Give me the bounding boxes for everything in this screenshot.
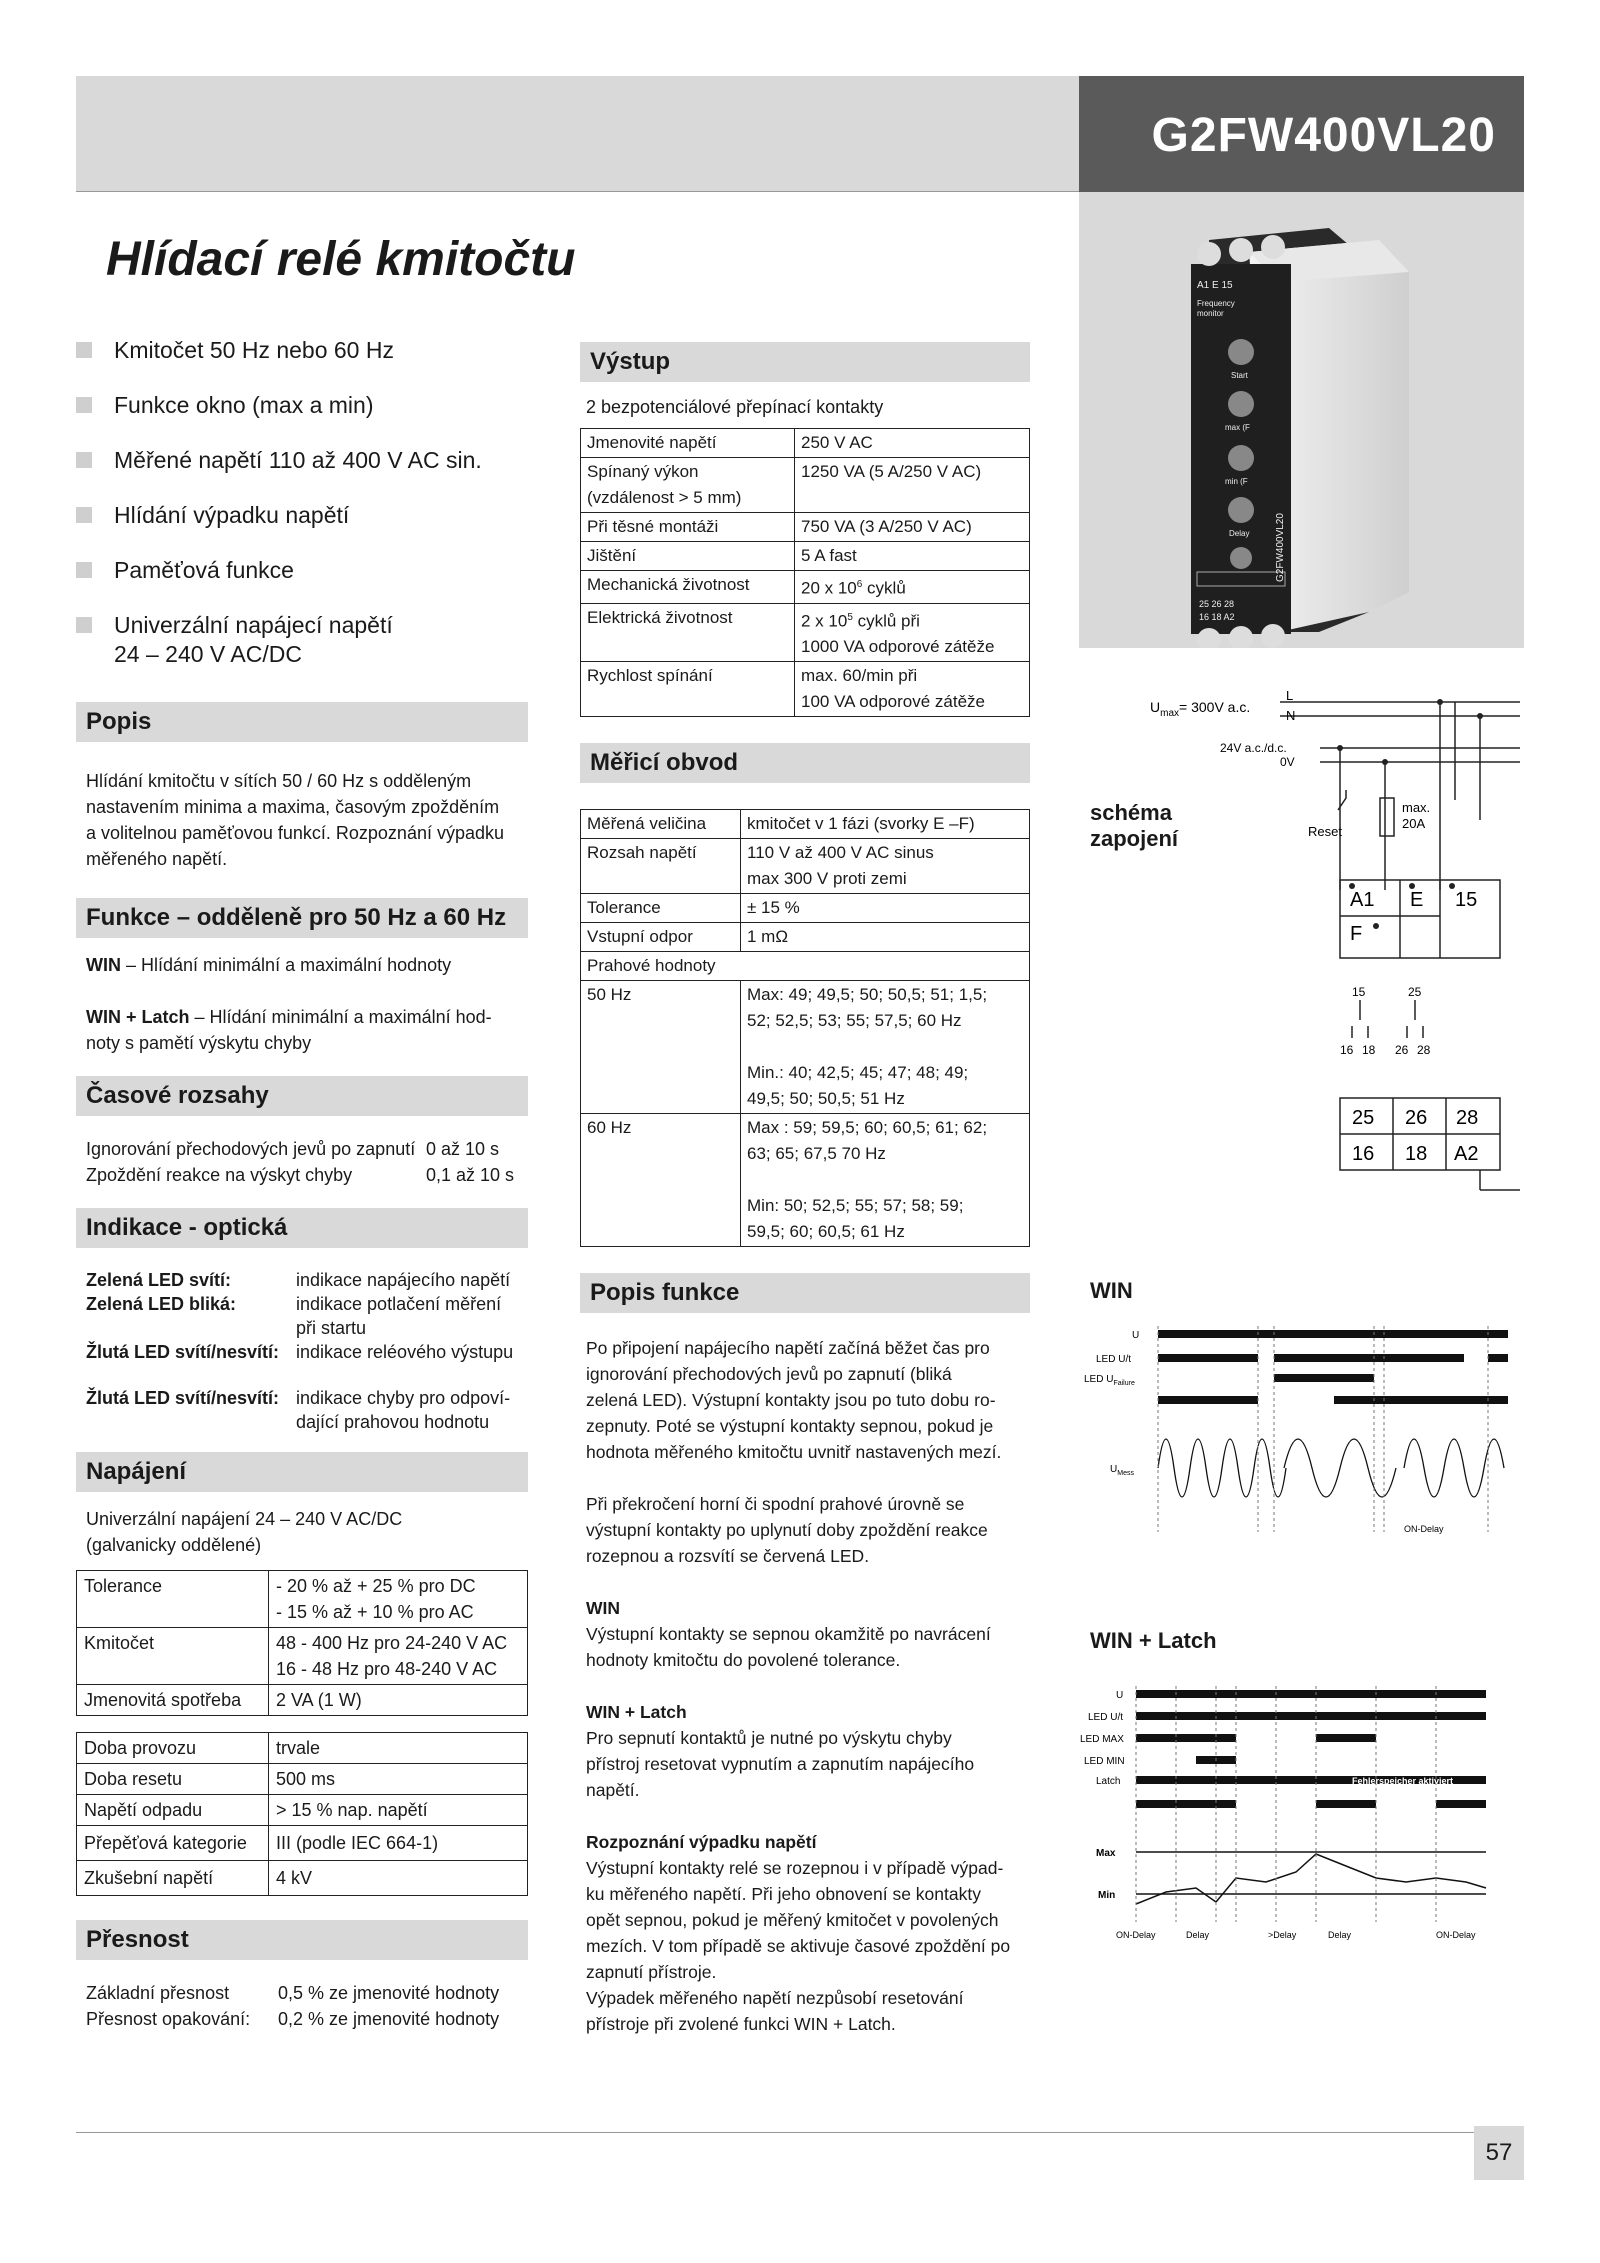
wl-x-label: Delay [1328, 1930, 1352, 1940]
wl-led-ut-label: LED U/t [1088, 1712, 1124, 1723]
section-popis-heading: Popis [76, 702, 528, 742]
wl-fehler-label: Fehlerspeicher aktiviert [1352, 1776, 1454, 1786]
feature-item: Funkce okno (max a min) [76, 391, 536, 420]
supply-label: 24V a.c./d.c. [1220, 741, 1287, 755]
contact-15: 15 [1352, 985, 1366, 999]
section-napajeni-heading: Napájení [76, 1452, 528, 1492]
napajeni-intro: Univerzální napájení 24 – 240 V AC/DC (galvanicky oddělené) [86, 1509, 403, 1555]
wl-latch-label: Latch [1096, 1776, 1121, 1787]
contact-26: 26 [1395, 1043, 1409, 1057]
wl-u-label: U [1116, 1690, 1124, 1701]
terminal-F: F [1350, 923, 1363, 945]
win-u-label: U [1132, 1330, 1140, 1341]
win-timing-chart [1084, 1322, 1524, 1538]
min-label: min (F [1225, 477, 1248, 486]
feature-item: Paměťová funkce [76, 556, 536, 585]
feature-list [76, 336, 536, 695]
wl-min-label: Min [1098, 1890, 1116, 1901]
wl-led-max-label: LED MAX [1080, 1734, 1124, 1745]
line-L-label: L [1286, 690, 1294, 703]
funkce-text: WIN – Hlídání minimální a maximální hodnoty WIN + Latch – Hlídání minimální a maximální hod- noty s pamětí výskytu chyby [86, 955, 492, 1053]
reset-label: Reset [1308, 824, 1342, 839]
feature-item: Hlídání výpadku napětí [76, 501, 536, 530]
terminal-A1: A1 [1350, 889, 1375, 911]
start-label: Start [1231, 371, 1248, 380]
umax-label: $U_{max}= 300V$ a.c. [1150, 699, 1251, 719]
feature-item: Měřené napětí 110 až 400 V AC sin. [76, 446, 536, 475]
fuse-rating: 20A [1402, 816, 1426, 831]
device-image [1079, 192, 1524, 648]
section-presnost-heading: Přesnost [76, 1920, 528, 1960]
terminal-16: 16 [1352, 1143, 1375, 1165]
delay-knob[interactable] [1228, 497, 1254, 523]
model-badge [1079, 76, 1524, 192]
terminal-A2: A2 [1454, 1143, 1479, 1165]
device-top-terms: A1 E 15 [1197, 280, 1233, 291]
wl-x-label: ON-Delay [1116, 1930, 1156, 1940]
footer-divider [76, 2132, 1524, 2133]
line-N-label: N [1286, 708, 1296, 723]
section-indikace-heading: Indikace - optická [76, 1208, 528, 1248]
win-led-uf-label: LED $U_{Failure}$ [1084, 1374, 1135, 1387]
bullet-icon [76, 562, 92, 578]
wl-max-label: Max [1096, 1848, 1116, 1859]
max-knob[interactable] [1228, 391, 1254, 417]
wiring-diagram [1140, 690, 1524, 1210]
page-number: 57 [1474, 2126, 1524, 2180]
terminal-28: 28 [1456, 1107, 1479, 1129]
win-umess-label: $U_{Mess}$ [1110, 1464, 1134, 1477]
winlatch-chart-title: WIN + Latch [1090, 1628, 1217, 1653]
terminal-25: 25 [1352, 1107, 1375, 1129]
feature-item: Kmitočet 50 Hz nebo 60 Hz [76, 336, 536, 365]
bullet-icon [76, 452, 92, 468]
presnost-rows: Základní přesnost 0,5 % ze jmenovité hodnoty Přesnost opakování: 0,2 % ze jmenovité hodnoty [86, 1983, 500, 2029]
casove-rows: Ignorování přechodových jevů po zapnutí 0 až 10 s Zpoždění reakce na výskyt chyby 0,1 až 10 s [86, 1139, 515, 1185]
wl-x-label: Delay [1186, 1930, 1210, 1940]
left-column [76, 702, 528, 2032]
device-monitor-label: monitor [1197, 309, 1224, 318]
device-freq-label: Frequency [1197, 299, 1235, 308]
mode-knob[interactable] [1230, 547, 1252, 569]
model-name: G2FW400VL20 [1151, 109, 1496, 162]
terminal-E: E [1410, 889, 1424, 911]
contact-25: 25 [1408, 985, 1422, 999]
start-knob[interactable] [1228, 339, 1254, 365]
wl-x-label: ON-Delay [1436, 1930, 1476, 1940]
wl-x-label: >Delay [1268, 1930, 1297, 1940]
contact-28: 28 [1417, 1043, 1431, 1057]
napajeni-table-2: Doba provozu trvale Doba resetu 500 ms Napětí odpadu > 15 % nap. napětí Přepěťová kategorie III (podle IEC 664-1) Zkušební napětí 4 kV [76, 1732, 528, 1896]
vystup-subtitle: 2 bezpotenciálové přepínací kontakty [586, 397, 884, 417]
delay-label: Delay [1229, 529, 1250, 538]
device-side-label: G2FW400VL20 [1275, 513, 1286, 582]
winlatch-timing-chart [1076, 1682, 1524, 1942]
bullet-icon [76, 342, 92, 358]
device-bottom-terms-1: 25 26 28 [1199, 599, 1235, 609]
terminal-18: 18 [1405, 1143, 1428, 1165]
page-title: Hlídací relé kmitočtu [106, 233, 576, 286]
section-funkce-heading: Funkce – odděleně pro 50 Hz a 60 Hz [76, 898, 528, 938]
min-knob[interactable] [1228, 445, 1254, 471]
section-casove-heading: Časové rozsahy [76, 1076, 528, 1116]
bullet-icon [76, 397, 92, 413]
max-label: max (F [1225, 423, 1250, 432]
fuse-label: max. [1402, 800, 1431, 815]
zero-volt-label: 0V [1280, 755, 1295, 769]
section-merici-heading: Měřicí obvod [580, 743, 1030, 783]
contact-18: 18 [1362, 1043, 1376, 1057]
win-led-ut-label: LED U/t [1096, 1354, 1132, 1365]
middle-column [580, 342, 1030, 2037]
wl-led-min-label: LED MIN [1084, 1756, 1125, 1767]
terminal-15: 15 [1455, 889, 1478, 911]
section-popis-funkce-heading: Popis funkce [580, 1273, 1030, 1313]
popis-funkce-text: Po připojení napájecího napětí začíná běžet čas pro ignorování přechodových jevů po zapnutí (bliká zelená LED). Výstupní kontakty jsou po tuto dobu ro- zepnuty. Poté se výstupní kontakty sepnou, pokud je hodnota měřeného kmitočtu uvnitř nastavených mezí. Při překročení horní či spodní prahové úrovně se výstupní kontakty po uplynutí doby zpoždění reakce rozepnou a rozsvítí se červená LED. WIN Výstupní kontakty se sepnou okamžitě po navrácení hodnoty kmitočtu do povolené tolerance. WIN + Latch Pro sepnutí kontaktů je nutné po výskytu chyby přístroj resetovat vypnutím a zapnutím napájecího napětí. Rozpoznání výpadku napětí Výstupní kontakty relé se rozepnou i v případě výpad- ku měřeného napětí. Při jeho obnovení se kontakty opět sepnou, pokud je měřený kmitočet v povolených mezích. V tom případě se aktivuje časové zpoždění po zapnutí přístroje. Výpadek měřeného napětí nezpůsobí resetování přístroje při zvolené funkci WIN + Latch. [586, 1338, 1011, 2035]
vystup-table: Jmenovité napětí 250 V AC Spínaný výkon (vzdálenost > 5 mm) 1250 VA (5 A/250 V AC) Při těsné montáži 750 VA (3 A/250 V AC) Jištění 5 A fast Mechanická životnost 20 x $10^6$ cyklů Elektrická životnost 2 x $10^5$ cyklů při 1000 VA odporové zátěže Rychlost spínání max. 60/min při 100 VA odporové zátěže [580, 428, 1030, 717]
napajeni-table: Tolerance - 20 % až + 25 % pro DC - 15 % až + 10 % pro AC Kmitočet 48 - 400 Hz pro 24-240 V AC 16 - 48 Hz pro 48-240 V AC Jmenovitá spotřeba 2 VA (1 W) [76, 1570, 528, 1716]
contact-16: 16 [1340, 1043, 1354, 1057]
section-vystup-heading: Výstup [580, 342, 1030, 382]
feature-item: Univerzální napájecí napětí 24 – 240 V AC/DC [76, 611, 536, 669]
popis-text: Hlídání kmitočtu v sítích 50 / 60 Hz s odděleným nastavením minima a maxima, časovým zpožděním a volitelnou paměťovou funkcí. Rozpoznání výpadku měřeného napětí. [86, 771, 505, 869]
device-bottom-terms-2: 16 18 A2 [1199, 612, 1235, 622]
win-on-delay-label: ON-Delay [1404, 1524, 1444, 1534]
schema-label: schéma zapojení [1090, 800, 1179, 851]
bullet-icon [76, 507, 92, 523]
bullet-icon [76, 617, 92, 633]
win-chart-title: WIN [1090, 1278, 1133, 1303]
product-photo-area [1079, 192, 1524, 648]
terminal-26: 26 [1405, 1107, 1428, 1129]
merici-table: Měřená veličina kmitočet v 1 fázi (svorky E –F) Rozsah napětí 110 V až 400 V AC sinus max 300 V proti zemi Tolerance ± 15 % Vstupní odpor 1 mΩ Prahové hodnoty 50 Hz Max: 49; 49,5; 50; 50,5; 51; 1,5; 52; 52,5; 53; 55; 57,5; 60 Hz Min.: 40; 42,5; 45; 47; 48; 49; 49,5; 50; 50,5; 51 Hz 60 Hz Max : 59; 59,5; 60; 60,5; 61; 62; 63; 65; 67,5 70 Hz Min: 50; 52,5; 55; 57; 58; 59; 59,5; 60; 60,5; 61 Hz [580, 809, 1030, 1247]
indikace-rows: Zelená LED svítí: indikace napájecího napětí Zelená LED bliká: indikace potlačení měření při startu Žlutá LED svítí/nesvítí: indikace reléového výstupu Žlutá LED svítí/nesvítí: indikace chyby pro odpoví- dající prahovou hodnotu [86, 1270, 514, 1432]
